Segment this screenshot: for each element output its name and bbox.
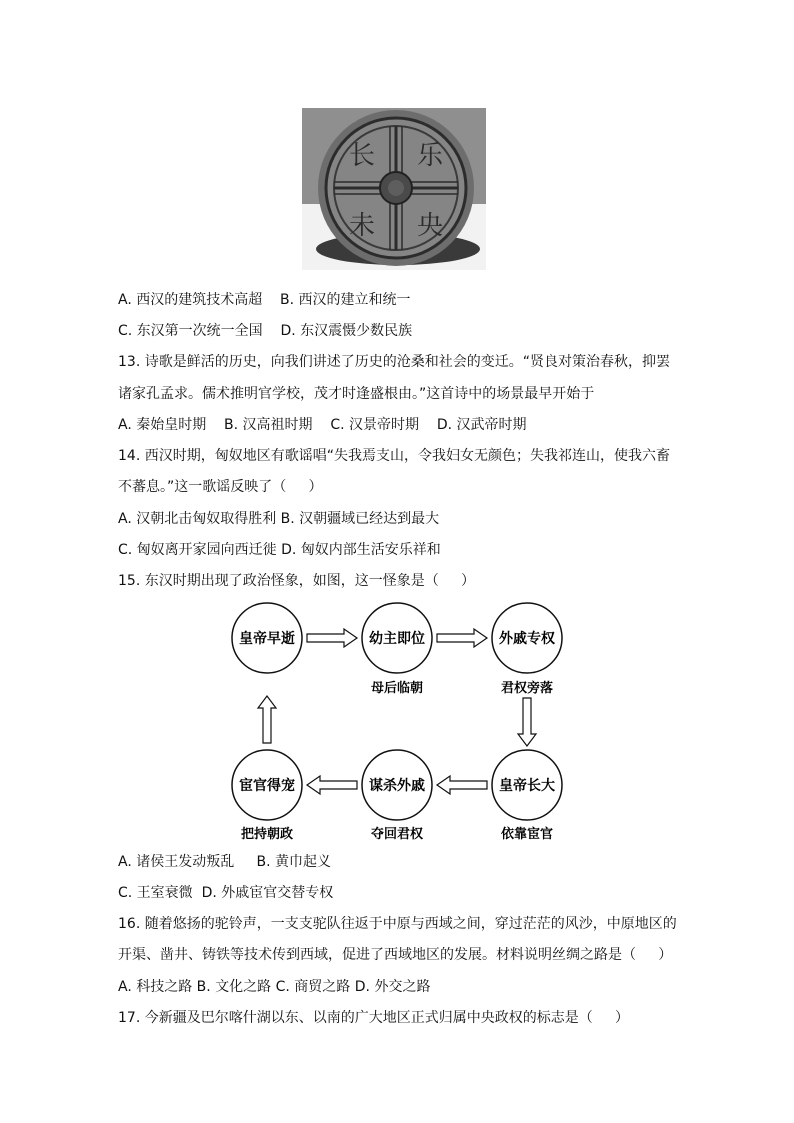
node-label-3: 外戚专权 xyxy=(499,631,555,647)
q14-stem-line2: 不蕃息。”这一歌谣反映了（ ） xyxy=(118,479,323,495)
q14-options-ab: A. 汉朝北击匈奴取得胜利 B. 汉朝疆域已经达到最大 xyxy=(118,511,440,527)
arrow-left-2 xyxy=(307,776,357,794)
node-label-4: 皇帝长大 xyxy=(499,778,555,794)
caption-4: 依靠宦官 xyxy=(500,827,554,842)
q17-stem: 17. 今新疆及巴尔喀什湖以东、以南的广大地区正式归属中央政权的标志是（ ） xyxy=(118,1010,629,1026)
arrow-up xyxy=(258,696,276,743)
caption-6: 把持朝政 xyxy=(240,827,294,842)
arrow-left-1 xyxy=(437,776,487,794)
node-label-2: 幼主即位 xyxy=(369,631,425,647)
tile-char-1: 长 xyxy=(348,141,376,171)
q13-stem-line1: 13. 诗歌是鲜活的历史，向我们讲述了历史的沧桑和社会的变迁。“贤良对策治春秋，抑罢 xyxy=(118,354,670,370)
node-label-5: 谋杀外戚 xyxy=(369,778,425,794)
q15-stem: 15. 东汉时期出现了政治怪象，如图，这一怪象是（ ） xyxy=(118,573,475,589)
q13-options: A. 秦始皇时期 B. 汉高祖时期 C. 汉景帝时期 D. 汉武帝时期 xyxy=(118,417,527,433)
arrow-right-1 xyxy=(307,629,357,647)
caption-5: 夺回君权 xyxy=(370,827,424,842)
q12-options-ab: A. 西汉的建筑技术高超 B. 西汉的建立和统一 xyxy=(118,292,411,308)
arrow-right-2 xyxy=(437,629,487,647)
q15-options-ab: A. 诸侯王发动叛乱 B. 黄巾起义 xyxy=(118,854,331,870)
tile-photo xyxy=(302,104,486,270)
tile-char-2: 乐 xyxy=(416,141,444,171)
caption-2: 母后临朝 xyxy=(370,681,424,696)
node-label-1: 皇帝早逝 xyxy=(239,631,295,647)
tile-char-3: 未 xyxy=(348,211,376,241)
politics-cycle-diagram xyxy=(222,598,582,848)
q15-options-cd: C. 王室衰微 D. 外戚宦官交替专权 xyxy=(118,885,334,901)
caption-3: 君权旁落 xyxy=(500,681,554,696)
q16-stem-line2: 开渠、凿井、铸铁等技术传到西域，促进了西域地区的发展。材料说明丝绸之路是（ ） xyxy=(118,947,673,963)
q16-stem-line1: 16. 随着悠扬的驼铃声，一支支驼队往返于中原与西域之间，穿过茫茫的风沙，中原地区的 xyxy=(118,916,677,932)
node-label-6: 宦官得宠 xyxy=(239,778,295,794)
q16-options: A. 科技之路 B. 文化之路 C. 商贸之路 D. 外交之路 xyxy=(118,979,431,995)
tile-char-4: 央 xyxy=(416,211,444,241)
q14-options-cd: C. 匈奴离开家园向西迁徙 D. 匈奴内部生活安乐祥和 xyxy=(118,542,441,558)
q12-options-cd: C. 东汉第一次统一全国 D. 东汉震慑少数民族 xyxy=(118,323,413,339)
q13-stem-line2: 诸家孔孟求。儒术推明官学校，茂才时逢盛根由。”这首诗中的场景最早开始于 xyxy=(118,386,595,402)
arrow-down xyxy=(518,698,536,746)
q14-stem-line1: 14. 西汉时期，匈奴地区有歌谣唱“失我焉支山，令我妇女无颜色；失我祁连山，使我六畜 xyxy=(118,448,670,464)
